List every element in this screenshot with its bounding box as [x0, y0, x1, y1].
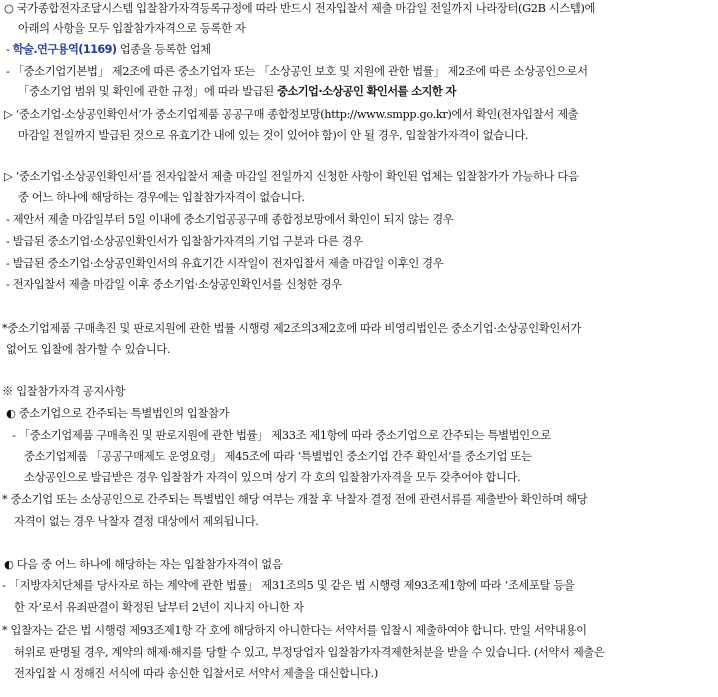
- note-application-line-1: ▷ ‘중소기업·소상공인확인서’를 전자입찰서 제출 마감일 전일까지 신청한 사항이 확인된 업체는 입찰참가가 가능하나 다음: [4, 170, 579, 183]
- tax-evasion-line-1: - 「지방자치단체를 당사자로 하는 계약에 관한 법률」 제31조의5 및 같은 법 시행령 제93조제1항에 따라 ‘조세포탈 등을: [2, 579, 575, 592]
- nonprofit-note-line-1: *중소기업제품 구매촉진 및 판로지원에 관한 법률 시행령 제2조의3제2호에 따라 비영리법인은 중소기업·소상공인확인서가: [2, 322, 582, 335]
- special-corporation-note-line-2: 자격이 없는 경우 낙찰자 결정 대상에서 제외됩니다.: [14, 515, 259, 528]
- industry-code-highlight: 학술.연구용역(1169): [12, 43, 117, 56]
- sme-certificate-highlight: 중소기업·소상공인 확인서를 소지한 자: [277, 85, 456, 98]
- note-smpp-line-1: ▷ ‘중소기업·소상공인확인서’가 중소기업제품 공공구매 종합정보망(http://www.smpp.go.kr)에서 확인(전자입찰서 제출: [4, 108, 579, 121]
- ineligible-case-2: - 발급된 중소기업·소상공인확인서가 입찰참가자격의 기업 구분과 다른 경우: [6, 235, 363, 248]
- bullet-sme-line-2: [18, 83, 456, 99]
- ineligible-case-1: - 제안서 제출 마감일부터 5일 이내에 중소기업공공구매 종합정보망에서 확인이 되지 않는 경우: [6, 213, 454, 226]
- bullet-sme-line-1: - 「중소기업기본법」 제2조에 따른 중소기업자 또는 「소상공인 보호 및 지원에 관한 법률」 제2조에 따른 소상공인으로서: [6, 65, 588, 78]
- bullet-sme-line-2-prefix: 「중소기업 범위 및 확인에 관한 규정」에 따라 발급된: [18, 85, 278, 98]
- special-corporation-subheading: ◐ 중소기업으로 간주되는 특별법인의 입찰참가: [6, 407, 230, 420]
- tax-evasion-line-2: 한 자’로서 유죄판결이 확정된 날부터 2년이 지나지 아니한 자: [14, 601, 304, 614]
- pledge-note-line-2: 허위로 판명될 경우, 계약의 해제·해지를 당할 수 있고, 부정당업자 입찰참가자격제한처분을 받을 수 있습니다. (서약서 제출은: [14, 646, 605, 659]
- note-application-line-2: 중 어느 하나에 해당하는 경우에는 입찰참가자격이 없습니다.: [18, 191, 305, 204]
- ineligible-case-3: - 발급된 중소기업·소상공인확인서의 유효기간 시작일이 전자입찰서 제출 마감일 이후인 경우: [6, 257, 444, 270]
- special-corporation-line-2: 중소기업제품 「공공구매제도 운영요령」 제45조에 따라 ‘특별법인 중소기업 간주 확인서’를 중소기업 또는: [24, 450, 532, 463]
- pledge-note-line-3: 전자입찰 시 정해진 서식에 따라 송신한 입찰서로 서약서 제출을 대신합니다.): [14, 667, 378, 680]
- bullet-industry-suffix: 업종을 등록한 업체: [116, 43, 211, 56]
- g2b-registration-line-2: 아래의 사항을 모두 입찰참가자격으로 등록한 자: [18, 22, 246, 35]
- special-corporation-line-1: - 「중소기업제품 구매촉진 및 판로지원에 관한 법률」 제33조 제1항에 따라 중소기업으로 간주되는 특별법인으로: [12, 429, 551, 442]
- g2b-registration-line-1: ○ 국가종합전자조달시스템 입찰참가자격등록규정에 따라 반드시 전자입찰서 제출 마감일 전일까지 나라장터(G2B 시스템)에: [4, 2, 596, 15]
- pledge-note-line-1: * 입찰자는 같은 법 시행령 제93조제1항 각 호에 해당하지 아니한다는 서약서를 입찰시 제출하여야 합니다. 만일 서약내용이: [2, 624, 587, 637]
- bullet-dash: -: [6, 43, 13, 56]
- eligibility-notice-heading: ※ 입찰참가자격 공지사항: [2, 385, 126, 398]
- note-smpp-line-2: 마감일 전일까지 발급된 것으로 유효기간 내에 있는 것이 있어야 함)이 안 될 경우, 입찰참가자격이 없습니다.: [18, 129, 529, 142]
- bullet-industry-registration: [6, 41, 211, 57]
- special-corporation-line-3: 소상공인으로 발급받은 경우 입찰참가 자격이 있으며 상기 각 호의 입찰참가자격을 모두 갖추어야 합니다.: [24, 471, 521, 484]
- special-corporation-note-line-1: * 중소기업 또는 소상공인으로 간주되는 특별법인 해당 여부는 개찰 후 낙찰자 결정 전에 관련서류를 제출받아 확인하며 해당: [2, 493, 588, 506]
- nonprofit-note-line-2: 없어도 입찰에 참가할 수 있습니다.: [6, 343, 171, 356]
- disqualification-subheading: ◐ 다음 중 어느 하나에 해당하는 자는 입찰참가자격이 없음: [4, 558, 283, 571]
- ineligible-case-4: - 전자입찰서 제출 마감일 이후 중소기업·소상공인확인서를 신청한 경우: [6, 278, 342, 291]
